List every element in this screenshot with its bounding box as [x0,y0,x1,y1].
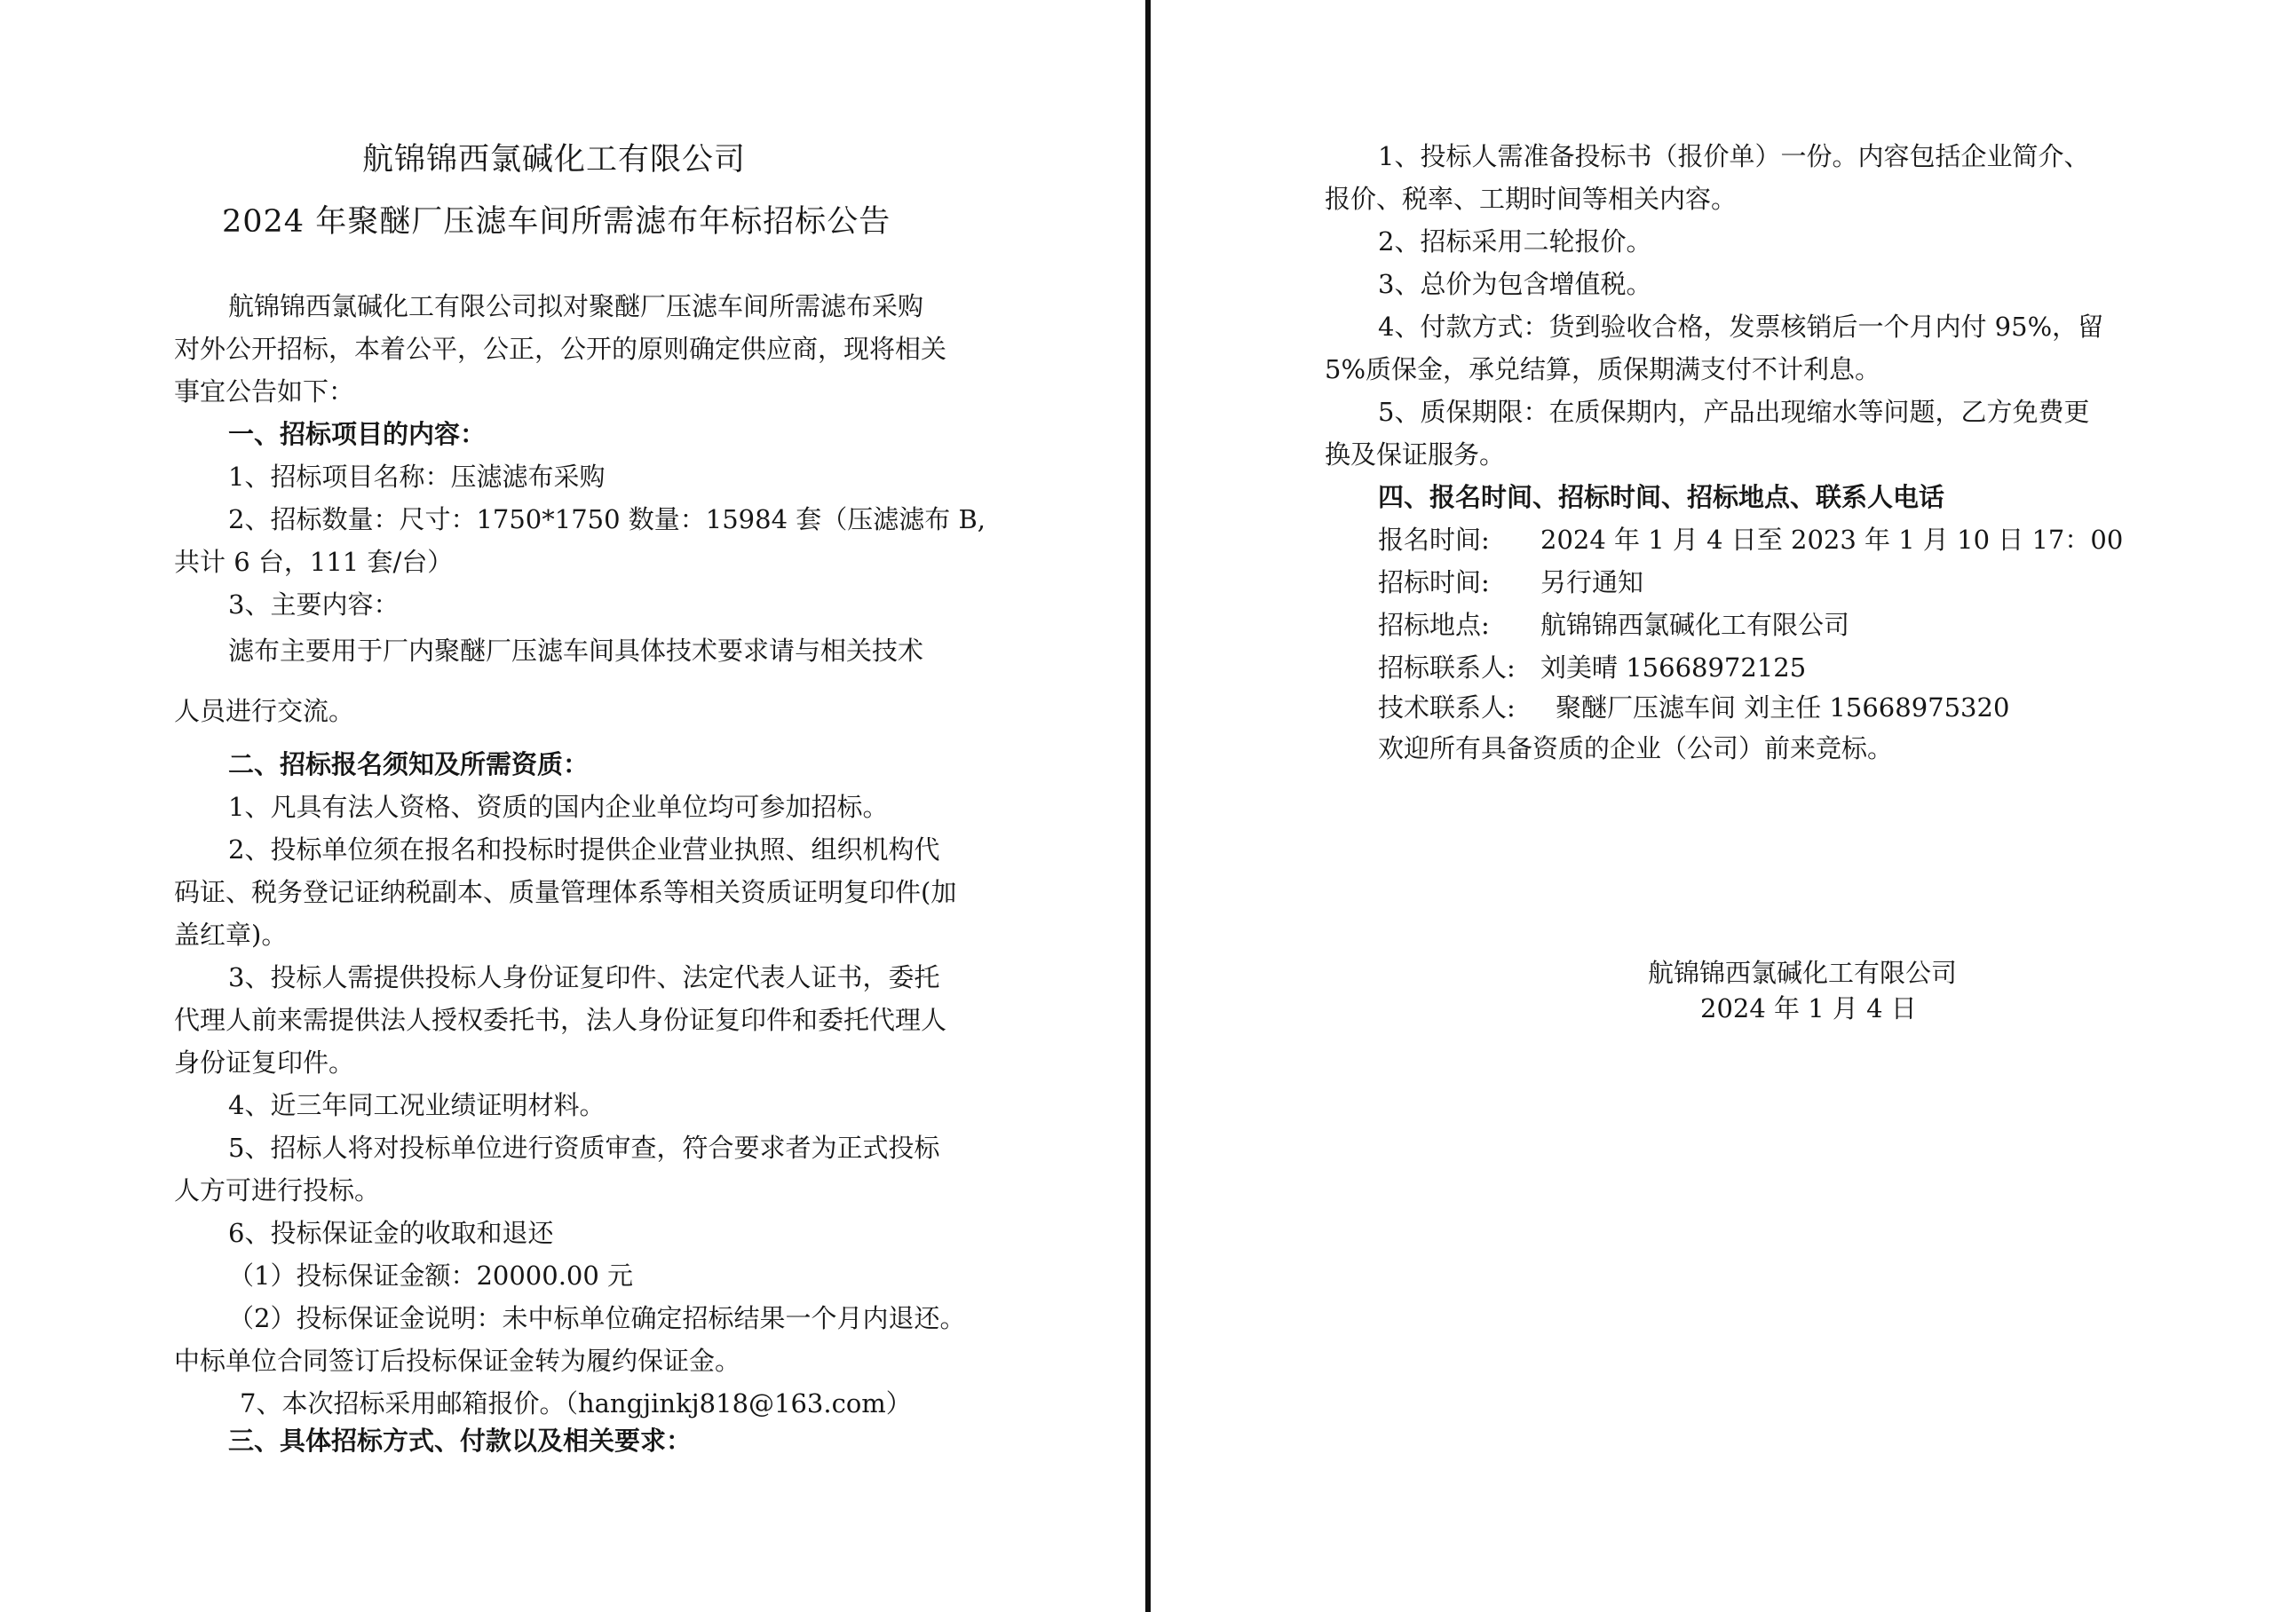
section2-line: 码证、税务登记证纳税副本、质量管理体系等相关资质证明复印件(加 [174,877,957,907]
section2-line: 1、凡具有法人资格、资质的国内企业单位均可参加招标。 [228,792,889,822]
bid-time-label: 招标时间: [1378,567,1490,597]
tech-contact-value: 聚醚厂压滤车间 刘主任 15668975320 [1556,692,2010,723]
section2-line: 6、投标保证金的收取和退还 [228,1218,554,1248]
section1-line: 3、主要内容： [228,589,400,620]
signature-date: 2024 年 1 月 4 日 [1700,993,1917,1023]
section-heading-4: 四、报名时间、招标时间、招标地点、联系人电话 [1378,482,1945,512]
requirement-line: 报价、税率、工期时间等相关内容。 [1325,184,1738,214]
section1-line: 人员进行交流。 [174,696,355,726]
notice-title-subject: 2024 年聚醚厂压滤车间所需滤布年标招标公告 [222,204,891,240]
bid-time-value: 另行通知 [1540,567,1644,597]
requirement-line: 4、付款方式：货到验收合格，发票核销后一个月内付 95%，留 [1378,312,2104,342]
intro-line: 对外公开招标，本着公平，公正，公开的原则确定供应商，现将相关 [174,334,947,364]
tech-contact-label: 技术联系人: [1378,692,1516,723]
section2-line: 2、投标单位须在报名和投标时提供企业营业执照、组织机构代 [228,834,940,865]
section2-line: 代理人前来需提供法人授权委托书，法人身份证复印件和委托代理人 [174,1005,947,1035]
intro-line: 事宜公告如下： [174,376,355,407]
section2-line: 身份证复印件。 [174,1047,355,1078]
registration-time-label: 报名时间: [1378,525,1490,555]
section2-line: 5、招标人将对投标单位进行资质审查，符合要求者为正式投标 [228,1133,940,1163]
section2-line: 盖红章)。 [174,920,288,950]
registration-time-value: 2024 年 1 月 4 日至 2023 年 1 月 10 日 17：00 [1540,525,2124,555]
section2-line: （1）投标保证金额：20000.00 元 [228,1260,634,1291]
requirement-line: 5、质保期限：在质保期内，产品出现缩水等问题，乙方免费更 [1378,397,2090,427]
bid-place-value: 航锦锦西氯碱化工有限公司 [1540,610,1850,640]
section2-line: 4、近三年同工况业绩证明材料。 [228,1090,606,1120]
section2-line: 7、本次招标采用邮箱报价。（hangjinkj818@163.com） [240,1388,912,1418]
section-heading-3: 三、具体招标方式、付款以及相关要求： [228,1426,693,1456]
bid-contact-value: 刘美晴 15668972125 [1540,652,1807,683]
welcome-line: 欢迎所有具备资质的企业（公司）前来竞标。 [1378,733,1894,763]
page-divider [1145,0,1151,1612]
requirement-line: 5%质保金，承兑结算，质保期满支付不计利息。 [1325,354,1881,384]
intro-line: 航锦锦西氯碱化工有限公司拟对聚醚厂压滤车间所需滤布采购 [228,291,924,321]
requirement-line: 换及保证服务。 [1325,439,1506,470]
section1-line: 共计 6 台，111 套/台） [174,547,454,577]
bid-contact-label: 招标联系人: [1378,652,1516,683]
section-heading-2: 二、招标报名须知及所需资质： [228,749,590,779]
section1-line: 滤布主要用于厂内聚醚厂压滤车间具体技术要求请与相关技术 [228,636,924,666]
bid-place-label: 招标地点: [1378,610,1490,640]
requirement-line: 1、投标人需准备投标书（报价单）一份。内容包括企业简介、 [1378,141,2090,171]
section2-line: 人方可进行投标。 [174,1175,381,1205]
document-page-left [0,0,1145,1612]
section2-line: （2）投标保证金说明：未中标单位确定招标结果一个月内退还。 [228,1303,966,1333]
section-heading-1: 一、招标项目的内容： [228,419,487,449]
section1-line: 1、招标项目名称：压滤滤布采购 [228,462,606,492]
requirement-line: 3、总价为包含增值税。 [1378,269,1652,299]
section2-line: 中标单位合同签订后投标保证金转为履约保证金。 [174,1346,741,1376]
section1-line: 2、招标数量：尺寸：1750*1750 数量：15984 套（压滤滤布 B, [228,504,986,534]
section2-line: 3、投标人需提供投标人身份证复印件、法定代表人证书，委托 [228,962,940,992]
document-page-right [1152,0,2296,1612]
notice-title-company: 航锦锦西氯碱化工有限公司 [362,142,747,178]
signature-company: 航锦锦西氯碱化工有限公司 [1648,958,1958,988]
requirement-line: 2、招标采用二轮报价。 [1378,226,1652,257]
